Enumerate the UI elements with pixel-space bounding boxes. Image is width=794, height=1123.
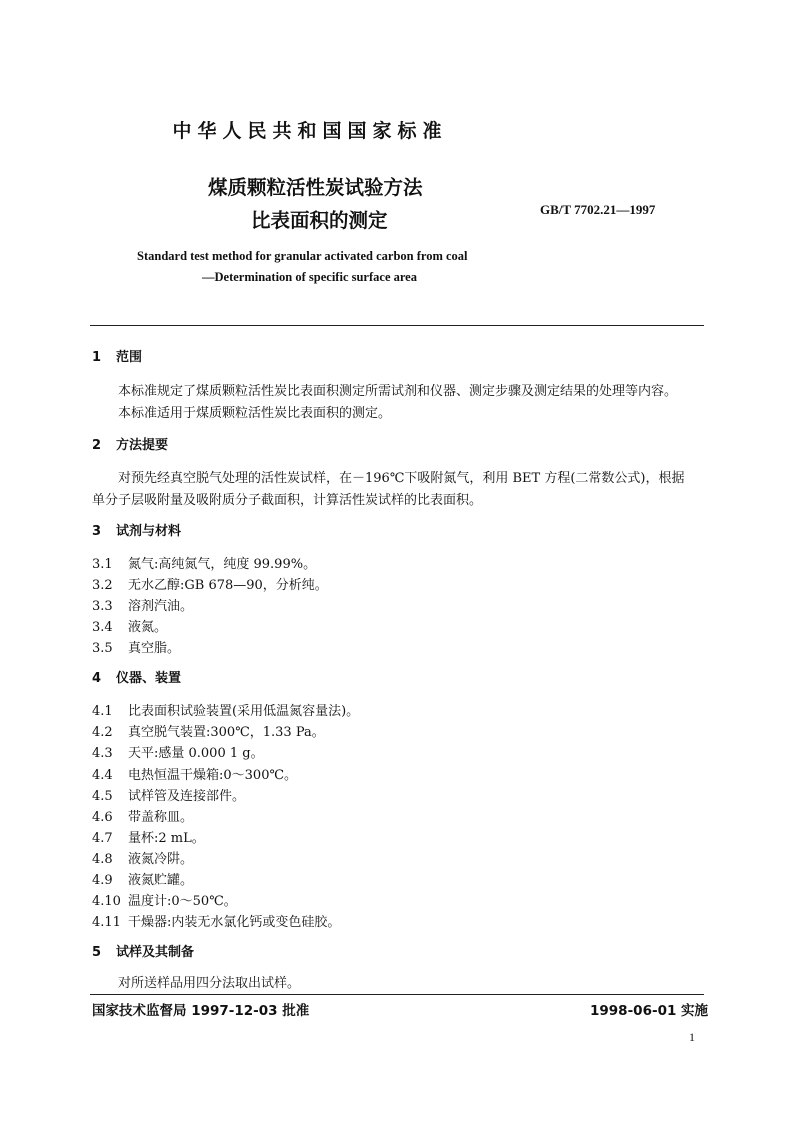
list-item	[92, 595, 193, 614]
list-item	[92, 848, 193, 867]
header-divider	[90, 325, 704, 326]
item-number: 4.11	[92, 915, 121, 930]
list-item	[92, 553, 316, 572]
item-text: 量杯:2 mL。	[128, 831, 205, 846]
item-number: 3.3	[92, 599, 113, 614]
item-number: 4.3	[92, 746, 113, 761]
item-number: 4.4	[92, 768, 113, 783]
item-text: 试样管及连接部件。	[128, 789, 246, 804]
item-number: 4.2	[92, 725, 113, 740]
item-text: 干燥器:内装无水氯化钙或变色硅胶。	[128, 915, 341, 930]
item-text: 真空脂。	[128, 641, 181, 656]
item-text: 温度计:0～50℃。	[128, 894, 237, 909]
page-number: 1	[689, 1030, 695, 1044]
item-text: 液氮贮罐。	[128, 873, 194, 888]
document-title-line2: 比表面积的测定	[251, 209, 388, 232]
english-title-line2: —Determination of specific surface area	[202, 270, 417, 284]
implementation-date: 1998-06-01 实施	[590, 1003, 709, 1019]
item-text: 氮气:高纯氮气，纯度 99.99%。	[128, 557, 317, 572]
section-heading-3	[92, 520, 181, 539]
list-item	[92, 785, 245, 804]
section-title: 方法提要	[116, 438, 169, 453]
item-number: 4.8	[92, 852, 113, 867]
list-item	[92, 890, 237, 909]
list-item	[92, 869, 193, 888]
section-heading-5	[92, 941, 194, 960]
issuing-country-heading: 中华人民共和国国家标准	[172, 120, 448, 142]
list-item	[92, 742, 264, 761]
item-text: 带盖称皿。	[128, 810, 194, 825]
section-number: 1	[92, 350, 102, 365]
item-number: 4.10	[92, 894, 121, 909]
item-text: 比表面积试验装置(采用低温氮容量法)。	[128, 704, 360, 719]
item-number: 4.5	[92, 789, 113, 804]
section-title: 仪器、装置	[116, 671, 182, 686]
section-title: 试样及其制备	[116, 945, 195, 960]
list-item	[92, 806, 193, 825]
list-item	[92, 721, 325, 740]
item-text: 天平:感量 0.000 1 g。	[128, 746, 264, 761]
section-2-paragraph-line2: 单分子层吸附量及吸附质分子截面积，计算活性炭试样的比表面积。	[92, 493, 483, 508]
item-number: 4.6	[92, 810, 113, 825]
item-number: 3.5	[92, 641, 113, 656]
section-title: 范围	[116, 350, 143, 365]
english-title-line1: Standard test method for granular activated carbon from coal	[137, 249, 468, 263]
list-item	[92, 616, 167, 635]
section-1-paragraph-1: 本标准规定了煤质颗粒活性炭比表面积测定所需试剂和仪器、测定步骤及测定结果的处理等内容。	[118, 384, 678, 399]
item-text: 无水乙醇:GB 678—90，分析纯。	[128, 578, 328, 593]
list-item	[92, 827, 205, 846]
item-number: 4.9	[92, 873, 113, 888]
section-5-paragraph: 对所送样品用四分法取出试样。	[118, 976, 301, 991]
item-number: 3.1	[92, 557, 113, 572]
list-item	[92, 700, 359, 719]
section-1-paragraph-2: 本标准适用于煤质颗粒活性炭比表面积的测定。	[118, 406, 392, 421]
section-title: 试剂与材料	[116, 524, 182, 539]
item-text: 电热恒温干燥箱:0～300℃。	[128, 768, 298, 783]
list-item	[92, 574, 328, 593]
section-number: 4	[92, 671, 102, 686]
section-2-paragraph-line1: 对预先经真空脱气处理的活性炭试样，在－196℃下吸附氮气，利用 BET 方程(二常数公式)，根据	[118, 471, 685, 486]
item-number: 3.2	[92, 578, 113, 593]
item-text: 真空脱气装置:300℃，1.33 Pa。	[128, 725, 325, 740]
section-heading-2	[92, 434, 168, 453]
document-title-line1: 煤质颗粒活性炭试验方法	[208, 176, 423, 199]
item-text: 液氮。	[128, 620, 168, 635]
list-item	[92, 764, 297, 783]
list-item	[92, 911, 340, 930]
section-heading-4	[92, 667, 181, 686]
footer-divider	[90, 994, 704, 995]
item-number: 4.1	[92, 704, 113, 719]
section-number: 2	[92, 438, 102, 453]
item-number: 3.4	[92, 620, 113, 635]
item-text: 溶剂汽油。	[128, 599, 194, 614]
standard-number: GB/T 7702.21—1997	[540, 202, 656, 217]
approval-date: 国家技术监督局 1997-12-03 批准	[92, 1003, 310, 1019]
section-number: 3	[92, 524, 102, 539]
item-number: 4.7	[92, 831, 113, 846]
item-text: 液氮冷阱。	[128, 852, 194, 867]
section-number: 5	[92, 945, 102, 960]
list-item	[92, 637, 180, 656]
section-heading-1	[92, 346, 142, 365]
